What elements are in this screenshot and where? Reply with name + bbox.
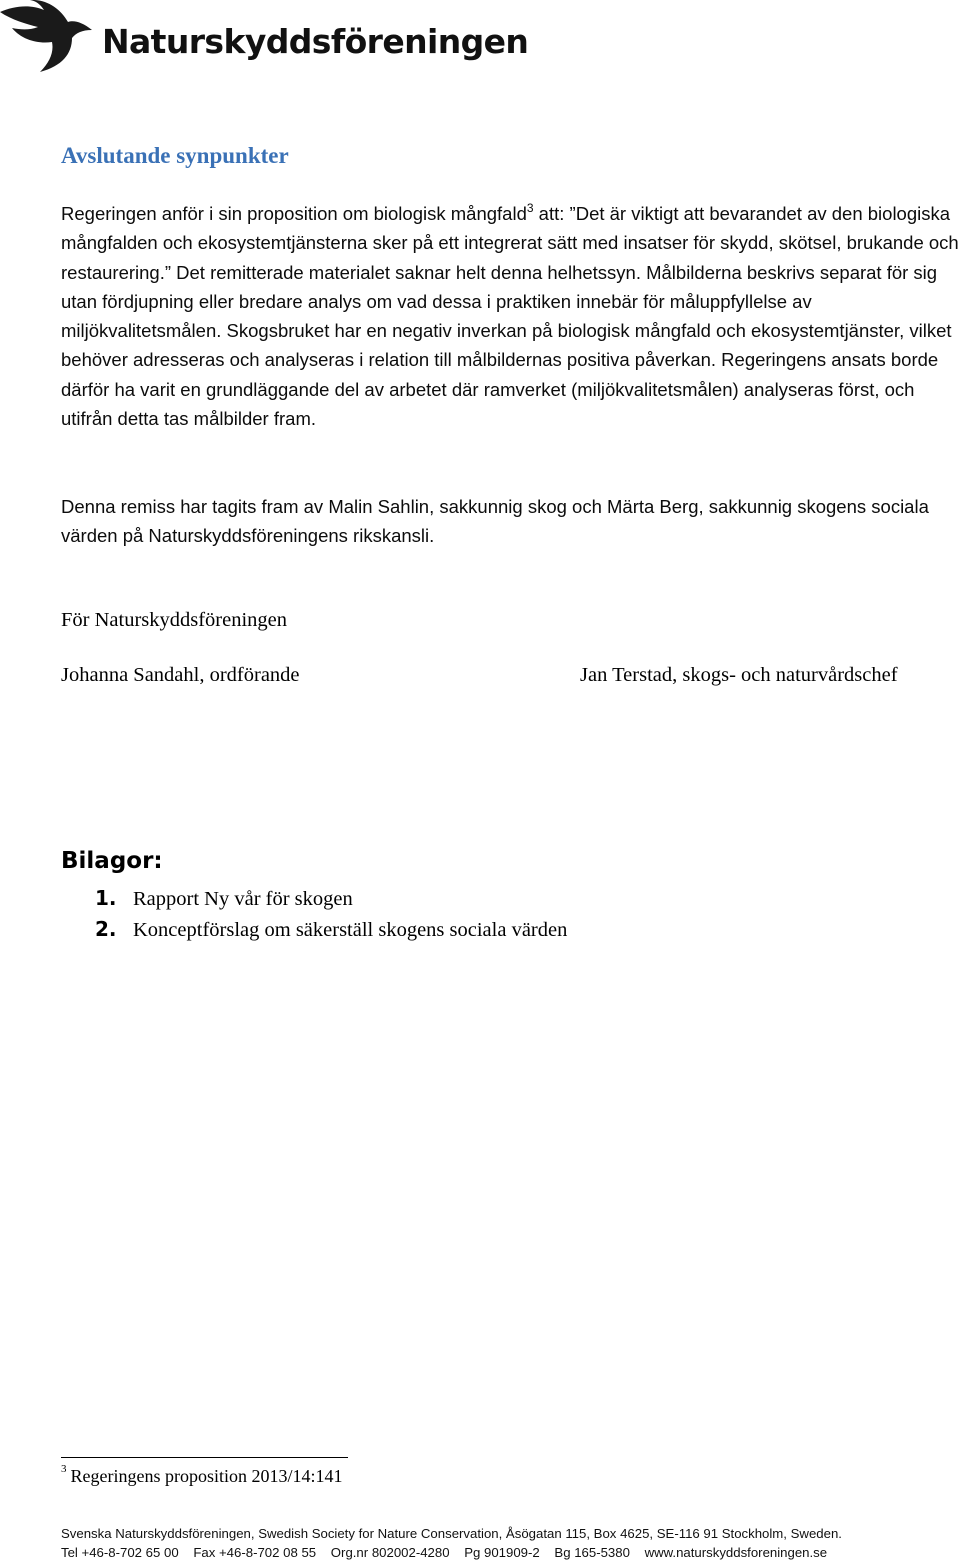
signature-org-line: För Naturskyddsföreningen [61, 609, 288, 631]
attachment-title: Rapport Ny vår för skogen [133, 888, 353, 910]
attachments-heading: Bilagor: [61, 848, 163, 874]
paragraph-after-ref: att: [533, 203, 570, 224]
attachment-number: 2. [95, 917, 117, 941]
section-title: Avslutande synpunkter [61, 143, 289, 168]
bird-logo-icon [0, 0, 96, 72]
footnote-reference: 3 [526, 200, 534, 215]
attachment-title: Konceptförslag om säkerställ skogens sociala värden [133, 919, 568, 941]
paragraph-rest: Det remitterade materialet saknar helt denna helhetssyn. Målbilderna beskrivs separat för sig utan fördjupning eller bredare analys om vad dessa i praktiken innebär för måluppfyllelse av miljökvalitetsmålen. Skogsbruket har en negativ inverkan på biologisk mångfald och ekosystemtjänster, vilket behöver adresseras och analyseras i relation till målbildernas positiva påverkan. Regeringens ansats borde därför ha varit en grundläggande del av arbetet där ramverket (miljökvalitetsmålen) analyseras först, och utifrån detta tas målbilder fram. [61, 261, 952, 430]
page-footer [61, 1524, 960, 1562]
brand-name: Naturskyddsföreningen [102, 22, 529, 61]
paragraph-lead: Regeringen anför i sin proposition om biologisk mångfald [61, 203, 527, 224]
government-quote: ”Det är viktigt att bevarandet av den biologiska mångfalden och ekosystemtjänsterna sker på ett integrerat sätt med insatser för skydd, skötsel, brukande och restaurering.” [61, 203, 959, 283]
attachment-item [95, 886, 353, 911]
authors-paragraph: Denna remiss har tagits fram av Malin Sahlin, sakkunnig skog och Märta Berg, sakkunnig skogens sociala värden på Naturskyddsföreningens rikskansli. [61, 496, 929, 547]
letterhead [0, 0, 529, 75]
footnote-divider [61, 1457, 348, 1458]
attachment-number: 1. [95, 886, 117, 910]
attachment-item [95, 917, 567, 942]
footnote [61, 1463, 343, 1487]
footer-contact: Tel +46-8-702 65 00 Fax +46-8-702 08 55 Org.nr 802002-4280 Pg 901909-2 Bg 165-5380 www.naturskyddsforeningen.se [61, 1545, 828, 1560]
signatory-forest-chief: Jan Terstad, skogs- och naturvårdschef [580, 664, 898, 686]
footnote-number: 3 [61, 1463, 67, 1475]
signatory-chair: Johanna Sandahl, ordförande [61, 664, 300, 686]
footer-address: Svenska Naturskyddsföreningen, Swedish Society for Nature Conservation, Åsögatan 115, Box 4625, SE-116 91 Stockholm, Sweden. [61, 1526, 842, 1541]
closing-remarks-paragraph [61, 199, 960, 433]
footnote-text: Regeringens proposition 2013/14:141 [70, 1466, 343, 1486]
